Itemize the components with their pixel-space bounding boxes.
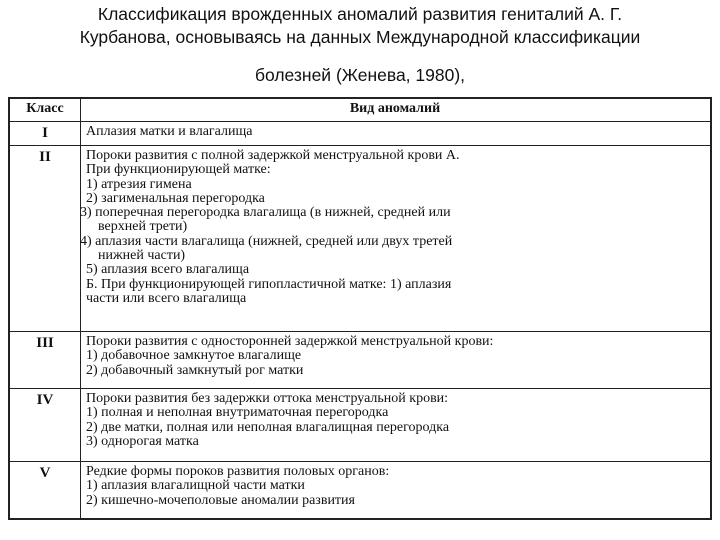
table-row xyxy=(10,121,710,144)
anomaly-list xyxy=(80,148,704,306)
anomaly-line: нижней части) xyxy=(98,248,186,264)
anomaly-line: 2) добавочный замкнутый рог матки xyxy=(86,362,304,378)
anomaly-line: Пороки развития с полной задержкой менструальной крови А. xyxy=(86,148,460,163)
anomaly-line: 3) поперечная перегородка влагалища (в нижней, средней или xyxy=(80,205,451,221)
anomaly-list xyxy=(86,392,704,449)
anomaly-line: Б. При функционирующей гипопластичной матке: 1) аплазия xyxy=(86,276,452,292)
anomaly-line: 2) кишечно-мочеполовые аномалии развития xyxy=(86,492,355,508)
column-header-kind: Вид аномалий xyxy=(349,101,441,116)
anomaly-line: 1) атрезия гимена xyxy=(86,176,192,192)
class-label: I xyxy=(42,125,48,141)
anomaly-line: Пороки развития без задержки оттока менструальной крови: xyxy=(86,391,449,406)
classification-table xyxy=(8,97,712,520)
title-line-3: болезней (Женева, 1980), xyxy=(254,65,466,85)
anomaly-line: 4) аплазия части влагалища (нижней, средней или двух третей xyxy=(80,233,453,249)
anomaly-line: 1) добавочное замкнутое влагалище xyxy=(86,348,302,364)
table-row xyxy=(10,145,710,324)
table-row xyxy=(10,331,710,386)
class-label: IV xyxy=(36,392,54,408)
column-header-class: Класс xyxy=(26,101,64,116)
table-row xyxy=(10,388,710,459)
anomaly-line: части или всего влагалища xyxy=(86,290,247,306)
anomaly-line: 1) аплазия влагалищной части матки xyxy=(86,478,305,494)
anomaly-line: Аплазия матки и влагалища xyxy=(86,124,253,139)
class-label: II xyxy=(39,149,51,165)
class-label: V xyxy=(39,465,51,481)
anomaly-list xyxy=(86,125,704,139)
anomaly-line: 5) аплазия всего влагалища xyxy=(86,262,250,278)
anomaly-line: При функционирующей матке: xyxy=(86,162,271,178)
anomaly-line: Пороки развития с односторонней задержкой менструальной крови: xyxy=(86,334,494,349)
anomaly-line: 2) две матки, полная или неполная влагалищная перегородка xyxy=(86,419,450,435)
table-row xyxy=(10,461,710,519)
anomaly-line: 1) полная и неполная внутриматочная перегородка xyxy=(86,405,389,421)
title-line-1: Классификация врожденных аномалий развития гениталий А. Г. xyxy=(97,4,623,24)
anomaly-line: верхней трети) xyxy=(98,219,188,235)
anomaly-list xyxy=(86,335,704,378)
table-header-row xyxy=(10,99,710,121)
title-line-2: Курбанова, основываясь на данных Международной классификации xyxy=(79,27,641,47)
anomaly-line: Редкие формы пороков развития половых органов: xyxy=(86,464,390,479)
anomaly-list xyxy=(86,465,704,508)
anomaly-line: 2) загименальная перегородка xyxy=(86,190,265,206)
class-label: III xyxy=(36,335,54,351)
anomaly-line: 3) однорогая матка xyxy=(86,433,199,449)
